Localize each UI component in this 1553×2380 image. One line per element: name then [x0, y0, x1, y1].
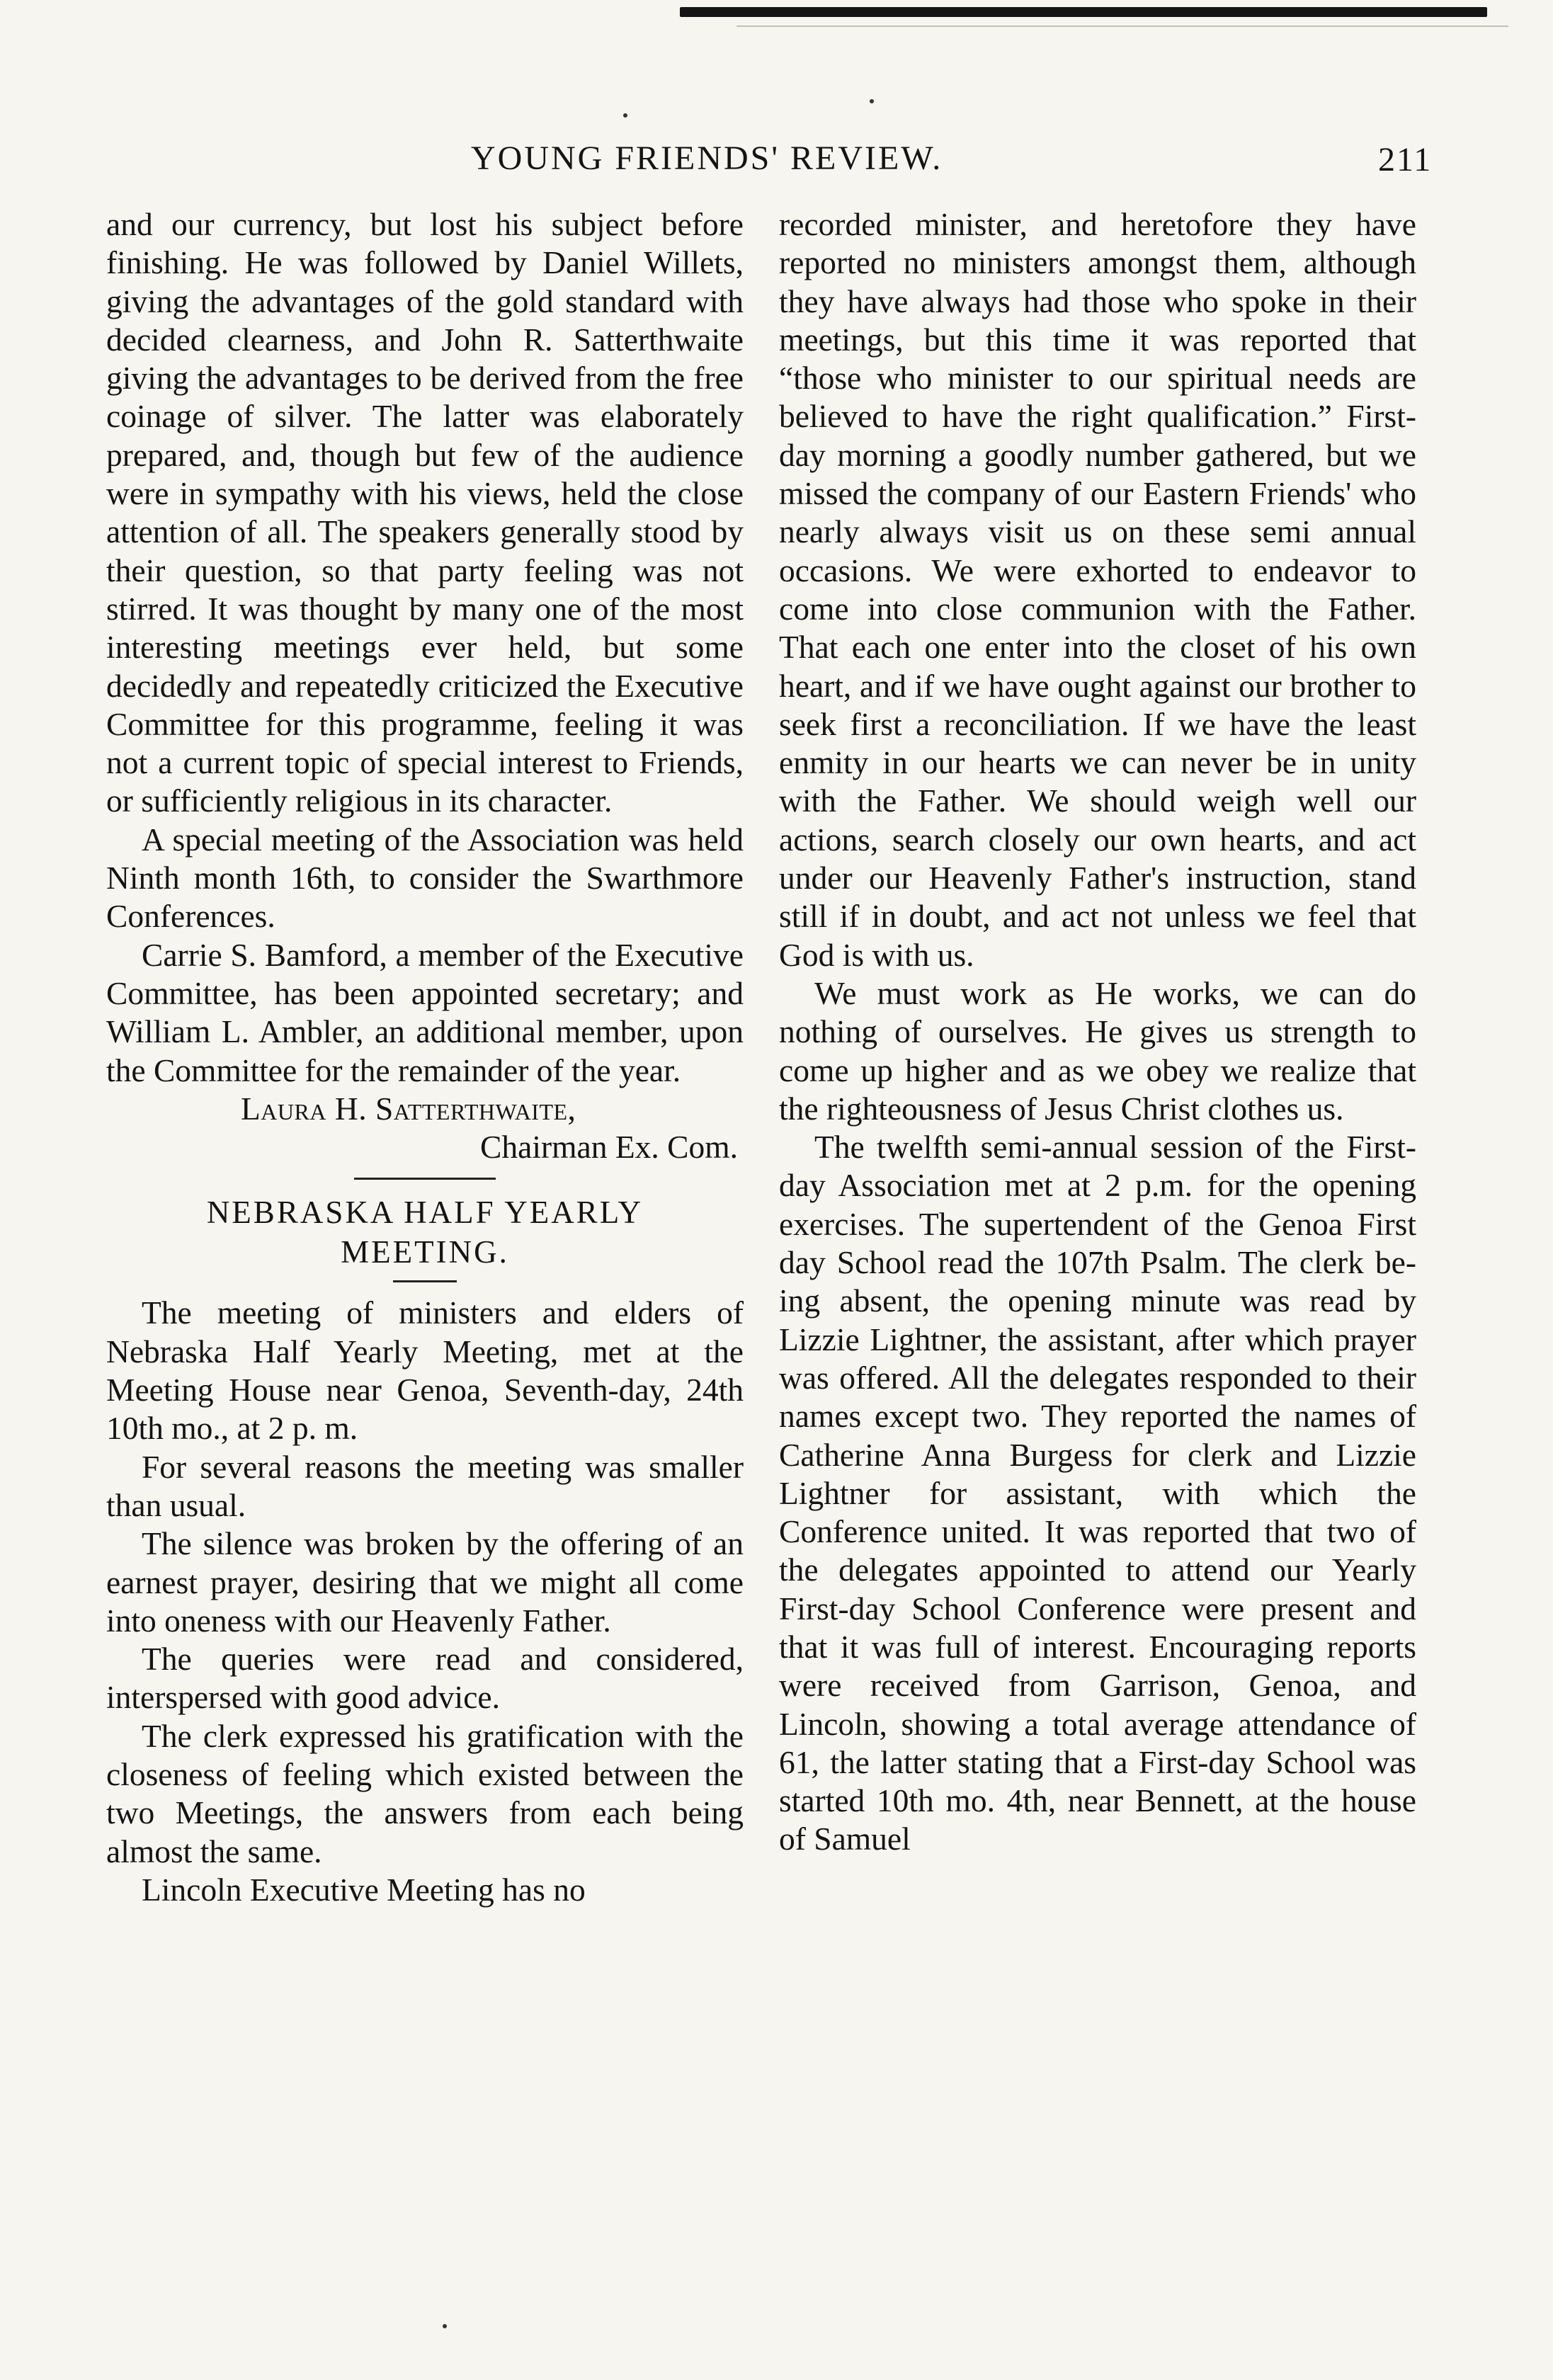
ink-speck	[870, 99, 874, 103]
paragraph: The clerk expressed his gratification with the closeness of feeling which existed between the two Meetings, the answers from each being almost the same.	[106, 1717, 744, 1869]
top-scan-rule	[680, 7, 1487, 17]
ink-speck	[623, 113, 627, 118]
top-scan-rule-thin	[736, 25, 1508, 27]
paragraph: The meeting of ministers and elders of Nebraska Half Yearly Meeting, met at the Meeting House near Genoa, Seventh-day, 24th 10th mo., at 2 p. m.	[106, 1294, 744, 1447]
ink-speck	[443, 2324, 447, 2328]
paragraph: Carrie S. Bamford, a member of the Executive Committee, has been appointed secretary; and William L. Ambler, an additional member, upon the Committee for the remainder of the year.	[106, 936, 744, 1088]
paragraph: Lincoln Executive Meeting has no	[142, 1871, 586, 1908]
signature-title: Chairman Ex. Com.	[480, 1129, 738, 1166]
section-divider	[354, 1178, 496, 1180]
left-column	[106, 205, 744, 1909]
page-title: YOUNG FRIENDS' REVIEW.	[471, 140, 943, 177]
paragraph: For several reasons the meeting was smaller than usual.	[106, 1448, 744, 1523]
paragraph: A special meeting of the Association was held Ninth month 16th, to consider the Swarthmore Conferences.	[106, 821, 744, 935]
paragraph: The silence was broken by the offering of an earnest prayer, desiring that we might all come into oneness with our Heavenly Father.	[106, 1525, 744, 1639]
paragraph: and our currency, but lost his subject before finishing. He was followed by Daniel Willets, giving the advantages of the gold standard with decided clearness, and John R. Satterthwaite giving the advantages to be derived from the free coinage of silver. The latter was elaborately prepared, and, though but few of the audience were in sympathy with his views, held the close attention of all. The speakers generally stood by their question, so that party feeling was not stirred. It was thought by many one of the most interesting meetings ever held, but some decidedly and repeatedly criticized the Executive Committee for this programme, feeling it was not a current topic of special interest to Friends, or sufficiently religious in its character.	[106, 206, 744, 819]
running-head	[0, 139, 1553, 188]
heading-divider	[393, 1280, 457, 1282]
right-column	[779, 205, 1416, 1859]
section-heading: MEETING.	[341, 1234, 509, 1270]
paragraph: The twelfth semi-annual session of the First-day Association met at 2 p.m. for the opening exercises. The supertendent of the Genoa First day School read the 107th Psalm. The clerk being absent, the opening minute was read by Lizzie Lightner, the assistant, after which prayer was offered. All the delegates responded to their names except two. They reported the names of Catherine Anna Burgess for clerk and Lizzie Lightner for assistant, with which the Conference united. It was reported that two of the delegates appointed to attend our Yearly First-day School Conference were present and that it was full of interest. Encouraging reports were received from Garrison, Genoa, and Lincoln, showing a total average attendance of 61, the latter stating that a First-day School was started 10th mo. 4th, near Bennett, at the house of Samuel	[779, 1129, 1416, 1857]
paragraph: The queries were read and considered, interspersed with good advice.	[106, 1641, 744, 1716]
paragraph: We must work as He works, we can do nothing of ourselves. He gives us strength to come up higher and as we obey we realize that the righteousness of Jesus Christ clothes us.	[779, 974, 1416, 1127]
page-number: 211	[1378, 141, 1433, 178]
section-heading: NEBRASKA HALF YEARLY	[206, 1195, 644, 1231]
paragraph: recorded minister, and heretofore they have reported no ministers amongst them, although they have always had those who spoke in their meetings, but this time it was reported that “those who minister to our spiritual needs are believed to have the right qualification.” First-day morning a goodly number gathered, but we missed the company of our Eastern Friends' who nearly always visit us on these semi annual occasions. We were exhorted to endeavor to come into close communion with the Father. That each one enter into the closet of his own heart, and if we have ought against our brother to seek first a reconciliation. If we have the least enmity in our hearts we can never be in unity with the Father. We should weigh well our actions, search closely our own hearts, and act under our Heavenly Father's instruction, stand still if in doubt, and act not unless we feel that God is with us.	[779, 206, 1416, 973]
signature-name: Laura H. Satterthwaite,	[241, 1090, 576, 1127]
